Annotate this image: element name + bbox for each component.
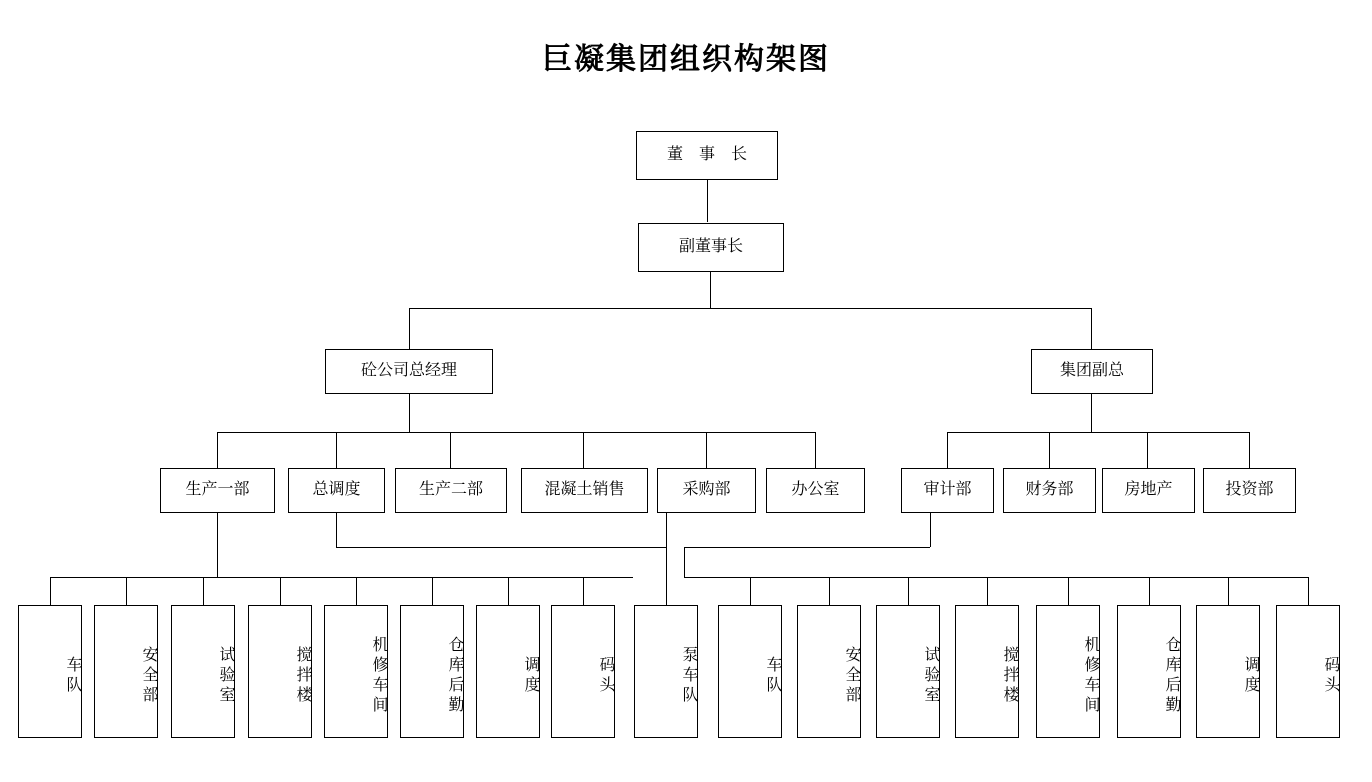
node-group-vp[interactable]: 集团副总 <box>1031 349 1153 394</box>
connector-leafbus-left <box>50 577 633 578</box>
connector-leaf-15 <box>1149 577 1150 605</box>
connector-leafbus-right <box>684 577 1309 578</box>
connector-leaf-12 <box>908 577 909 605</box>
node-leaf-dock-1[interactable]: 码头 <box>551 605 615 738</box>
node-leaf-warehouse-2[interactable]: 仓库后勤 <box>1117 605 1181 738</box>
connector-bus3-prod1 <box>217 432 218 468</box>
node-vice-chairman[interactable]: 副董事长 <box>638 223 784 272</box>
node-finance[interactable]: 财务部 <box>1003 468 1096 513</box>
node-leaf-repair-1[interactable]: 机修车间 <box>324 605 388 738</box>
connector-leaf-2 <box>126 577 127 605</box>
connector-bus-concrete-gm <box>409 308 410 350</box>
node-leaf-dock-2[interactable]: 码头 <box>1276 605 1340 738</box>
connector-right-branch-h <box>684 547 930 548</box>
connector-leaf-3 <box>203 577 204 605</box>
connector-vp-bus3 <box>1091 394 1092 432</box>
connector-leaf-7 <box>508 577 509 605</box>
connector-leaf-5 <box>356 577 357 605</box>
connector-leaf-13 <box>987 577 988 605</box>
connector-leaf-1 <box>50 577 51 605</box>
connector-gm-bus3 <box>409 394 410 432</box>
connector-leaf-16 <box>1228 577 1229 605</box>
connector-leaf-8 <box>583 577 584 605</box>
node-dispatch-center[interactable]: 总调度 <box>288 468 385 513</box>
connector-bus3-sales <box>583 432 584 468</box>
node-leaf-dispatch-1[interactable]: 调度 <box>476 605 540 738</box>
node-prod-dept-2[interactable]: 生产二部 <box>395 468 507 513</box>
connector-bus3-dispatch <box>336 432 337 468</box>
node-leaf-safety-1[interactable]: 安全部 <box>94 605 158 738</box>
node-leaf-lab-2[interactable]: 试验室 <box>876 605 940 738</box>
connector-leaf-14 <box>1068 577 1069 605</box>
connector-leaf-4 <box>280 577 281 605</box>
connector-bus3-finance <box>1049 432 1050 468</box>
node-leaf-mixing-2[interactable]: 搅拌楼 <box>955 605 1019 738</box>
node-leaf-mixing-1[interactable]: 搅拌楼 <box>248 605 312 738</box>
connector-prod2-down <box>666 513 667 605</box>
node-leaf-dispatch-2[interactable]: 调度 <box>1196 605 1260 738</box>
connector-prod1-leafbus <box>217 513 218 577</box>
node-office[interactable]: 办公室 <box>766 468 865 513</box>
connector-right-branch-drop <box>684 547 685 577</box>
node-leaf-warehouse-1[interactable]: 仓库后勤 <box>400 605 464 738</box>
node-concrete-sales[interactable]: 混凝土销售 <box>521 468 648 513</box>
node-leaf-team-2[interactable]: 车队 <box>718 605 782 738</box>
node-concrete-gm[interactable]: 砼公司总经理 <box>325 349 493 394</box>
connector-leaf-6 <box>432 577 433 605</box>
node-audit[interactable]: 审计部 <box>901 468 994 513</box>
connector-leaf-11 <box>829 577 830 605</box>
connector-bus3-investment <box>1249 432 1250 468</box>
connector-bus3-office <box>815 432 816 468</box>
node-leaf-repair-2[interactable]: 机修车间 <box>1036 605 1100 738</box>
connector-dispatch-elbow-h <box>336 547 666 548</box>
node-purchasing[interactable]: 采购部 <box>657 468 756 513</box>
node-leaf-pump-team[interactable]: 泵车队 <box>634 605 698 738</box>
node-prod-dept-1[interactable]: 生产一部 <box>160 468 275 513</box>
connector-bus-level3-right <box>947 432 1249 433</box>
connector-vice-bus <box>710 272 711 308</box>
connector-leaf-10 <box>750 577 751 605</box>
connector-bus-level3-left <box>217 432 815 433</box>
node-chairman[interactable]: 董 事 长 <box>636 131 778 180</box>
page-title: 巨凝集团组织构架图 <box>542 43 830 76</box>
connector-bus3-purchasing <box>706 432 707 468</box>
connector-bus-level2 <box>409 308 1091 309</box>
connector-dispatch-elbow-v <box>336 513 337 547</box>
connector-bus3-realestate <box>1147 432 1148 468</box>
connector-chairman-vice <box>707 180 708 222</box>
connector-bus-group-vp <box>1091 308 1092 350</box>
node-leaf-team-1[interactable]: 车队 <box>18 605 82 738</box>
connector-bus3-prod2 <box>450 432 451 468</box>
node-leaf-lab-1[interactable]: 试验室 <box>171 605 235 738</box>
connector-bus3-audit <box>947 432 948 468</box>
connector-leaf-17 <box>1308 577 1309 605</box>
node-real-estate[interactable]: 房地产 <box>1102 468 1195 513</box>
connector-right-branch-v <box>930 513 931 547</box>
node-leaf-safety-2[interactable]: 安全部 <box>797 605 861 738</box>
node-investment[interactable]: 投资部 <box>1203 468 1296 513</box>
